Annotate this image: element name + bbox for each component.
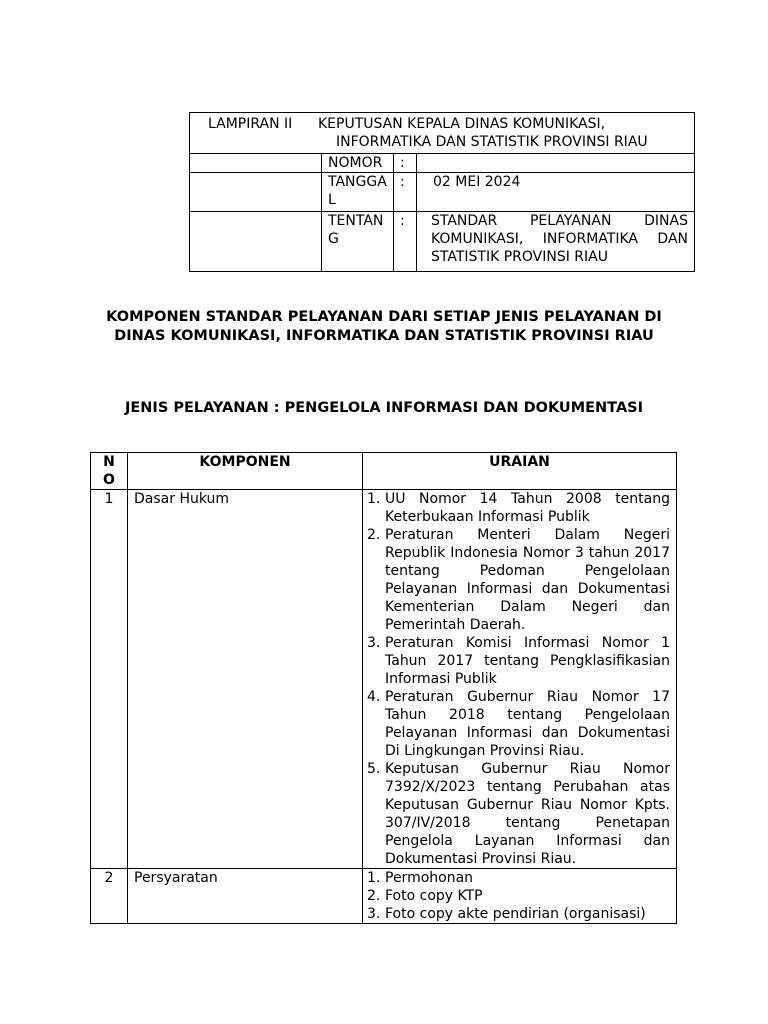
table-header-row xyxy=(91,453,677,490)
row-komponen: Dasar Hukum xyxy=(128,490,363,869)
row-no: 2 xyxy=(91,869,128,924)
nomor-label: NOMOR xyxy=(322,154,394,173)
list-item: 5. Keputusan Gubernur Riau Nomor 7392/X/2023 tentang Perubahan atas Keputusan Gubernur Riau Nomor Kpts. 307/IV/2018 tentang Penetapan Pengelola Layanan Informasi dan Dokumentasi Provinsi Riau. xyxy=(367,761,670,867)
nomor-sep: : xyxy=(394,154,417,173)
uraian-list xyxy=(367,490,670,868)
header-no: NO xyxy=(91,453,128,490)
row-uraian xyxy=(363,490,677,869)
tentang-value: STANDAR PELAYANAN DINAS KOMUNIKASI, INFORMATIKA DAN STATISTIK PROVINSI RIAU xyxy=(417,212,695,272)
row-uraian xyxy=(363,869,677,924)
tanggal-sep: : xyxy=(394,173,417,212)
komponen-table xyxy=(90,452,677,924)
blank-cell xyxy=(190,212,322,272)
lampiran-label: LAMPIRAN II xyxy=(208,116,293,132)
main-title: KOMPONEN STANDAR PELAYANAN DARI SETIAP JENIS PELAYANAN DI DINAS KOMUNIKASI, INFORMATIKA DAN STATISTIK PROVINSI RIAU xyxy=(106,309,662,344)
tanggal-value: 02 MEI 2024 xyxy=(417,173,695,212)
header-uraian: URAIAN xyxy=(363,453,677,490)
tentang-label: TENTANG xyxy=(322,212,394,272)
list-item: 4. Peraturan Gubernur Riau Nomor 17 Tahun 2018 tentang Pengelolaan Pelayanan Informasi dan Dokumentasi Di Lingkungan Provinsi Riau. xyxy=(367,689,670,759)
list-item: 2. Foto copy KTP xyxy=(367,888,483,904)
blank-cell xyxy=(190,154,322,173)
keputusan-line2: INFORMATIKA DAN STATISTIK PROVINSI RIAU xyxy=(336,134,648,150)
table-row xyxy=(91,869,677,924)
row-no: 1 xyxy=(91,490,128,869)
lampiran-cell xyxy=(190,113,695,154)
list-item: 3. Foto copy akte pendirian (organisasi) xyxy=(367,906,646,922)
lampiran-header-table xyxy=(189,112,695,272)
row-komponen: Persyaratan xyxy=(128,869,363,924)
tanggal-label: TANGGAL xyxy=(322,173,394,212)
tentang-sep: : xyxy=(394,212,417,272)
uraian-list xyxy=(367,869,670,923)
table-row xyxy=(91,490,677,869)
list-item: 3. Peraturan Komisi Informasi Nomor 1 Tahun 2017 tentang Pengklasifikasian Informasi Publik xyxy=(367,635,670,687)
header-komponen: KOMPONEN xyxy=(128,453,363,490)
list-item: 1. Permohonan xyxy=(367,870,474,886)
blank-cell xyxy=(190,173,322,212)
list-item: 1. UU Nomor 14 Tahun 2008 tentang Keterbukaan Informasi Publik xyxy=(367,491,670,525)
list-item: 2. Peraturan Menteri Dalam Negeri Republik Indonesia Nomor 3 tahun 2017 tentang Pedoman Pengelolaan Pelayanan Informasi dan Dokumentasi Kementerian Dalam Negeri dan Pemerintah Daerah. xyxy=(367,527,670,633)
nomor-value xyxy=(417,154,695,173)
sub-title: JENIS PELAYANAN : PENGELOLA INFORMASI DAN DOKUMENTASI xyxy=(125,400,643,416)
keputusan-line1: KEPUTUSAN KEPALA DINAS KOMUNIKASI, xyxy=(318,116,606,132)
